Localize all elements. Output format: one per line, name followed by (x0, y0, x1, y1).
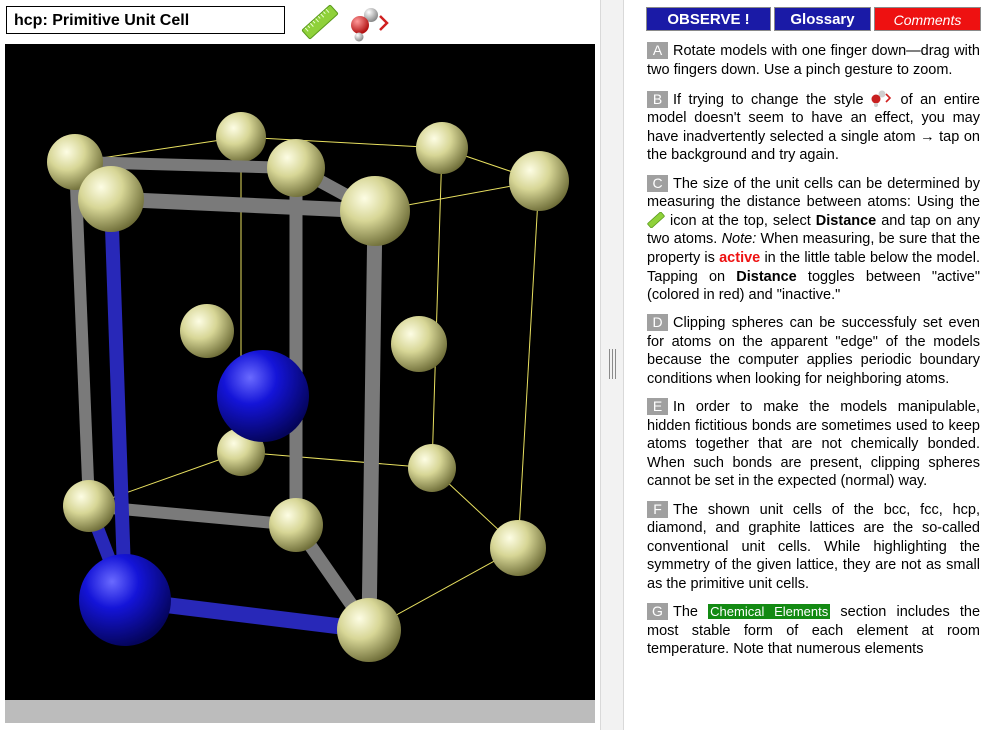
tip-letter: E (647, 398, 668, 415)
tip-text: When measuring, be sure that the property is (647, 231, 981, 266)
ruler-icon (647, 212, 665, 228)
molecule-style-icon (349, 3, 393, 43)
atom[interactable] (337, 598, 401, 662)
atom-blue[interactable] (217, 350, 309, 442)
tip-a (647, 42, 980, 79)
tip-text: The (673, 604, 698, 621)
tip-f (647, 501, 980, 594)
pane-splitter[interactable] (601, 0, 623, 730)
tip-letter: D (647, 314, 668, 331)
tip-text: icon at the top, select (669, 212, 811, 229)
atom-blue[interactable] (79, 554, 171, 646)
atom[interactable] (416, 122, 468, 174)
active-label: active (719, 249, 761, 266)
tip-text: In order to make the models manipulable, hidden fictitious bonds are sometimes used to keep atoms together that are not chemically bonded. When such bonds are present, clipping spheres cannot be set in the expected (normal) way. (647, 399, 980, 490)
tip-text: If trying to change the style (673, 91, 864, 108)
3d-model-viewer[interactable] (5, 44, 595, 700)
atom[interactable] (180, 304, 234, 358)
atom[interactable] (267, 139, 325, 197)
tip-text: The size of the unit cells can be determined by measuring the distance between atoms: Using the (647, 175, 980, 211)
tip-letter: A (647, 42, 668, 59)
viewer-status-bar (5, 700, 595, 723)
tip-text: Clipping spheres can be successfuly set even for atoms on the apparent "edge" of the models because the computer applies periodic boundary conditions when looking for neighboring atoms. (647, 315, 980, 387)
atom[interactable] (490, 520, 546, 576)
tips-list (647, 42, 980, 668)
hcp-unit-cell-model[interactable] (5, 44, 595, 700)
note-label: Note: (721, 231, 757, 248)
tab-observe[interactable]: OBSERVE ! (646, 7, 771, 31)
info-pane (624, 0, 1000, 730)
tip-letter: B (647, 91, 668, 108)
tip-text: and tap on any two atoms. (647, 212, 981, 248)
atom[interactable] (216, 112, 266, 162)
tip-text: of an entire model doesn't seem to have an effect, you may have inadvertently selected a single atom → tap on the background and try again. (647, 91, 980, 164)
atom[interactable] (509, 151, 569, 211)
ruler-button[interactable] (300, 4, 340, 40)
tip-letter: C (647, 175, 668, 192)
molecule-style-icon (871, 89, 893, 107)
distance-label: Distance (815, 212, 877, 229)
tab-comments[interactable]: Comments (874, 7, 981, 31)
tip-d (647, 314, 980, 388)
tip-text: The shown unit cells of the bcc, fcc, hcp, diamond, and graphite lattices are the so-called conventional unit cells. While highlighting the symmetry of the given lattice, they are not as small as the primitive unit cells. (647, 501, 980, 592)
splitter-grip-icon[interactable] (609, 349, 616, 379)
ruler-icon (300, 4, 340, 40)
tip-text: section includes the most stable form of each element at room temperature. Note that numerous elements (647, 604, 981, 658)
atom[interactable] (391, 316, 447, 372)
distance-label: Distance (736, 268, 797, 285)
tip-letter: G (647, 603, 668, 620)
atom[interactable] (78, 166, 144, 232)
model-title: hcp: Primitive Unit Cell (6, 6, 285, 34)
atom[interactable] (63, 480, 115, 532)
tip-e (647, 398, 980, 491)
chemical-elements-link[interactable]: Chemical Elements (710, 604, 829, 620)
atom[interactable] (408, 444, 456, 492)
atom[interactable] (269, 498, 323, 552)
tip-text: in the little table below the model. Tapping on (647, 249, 980, 285)
tip-letter: F (647, 501, 668, 518)
tab-glossary[interactable]: Glossary (774, 7, 871, 31)
tip-c (647, 175, 980, 305)
tip-text: Rotate models with one finger down—drag with two fingers down. Use a pinch gesture to zoom. (647, 43, 980, 78)
tip-g (647, 603, 980, 659)
atom[interactable] (340, 176, 410, 246)
tip-b (647, 89, 980, 165)
tip-text: toggles between "active" (colored in red) and "inactive." (647, 268, 981, 304)
style-button[interactable] (349, 3, 393, 43)
